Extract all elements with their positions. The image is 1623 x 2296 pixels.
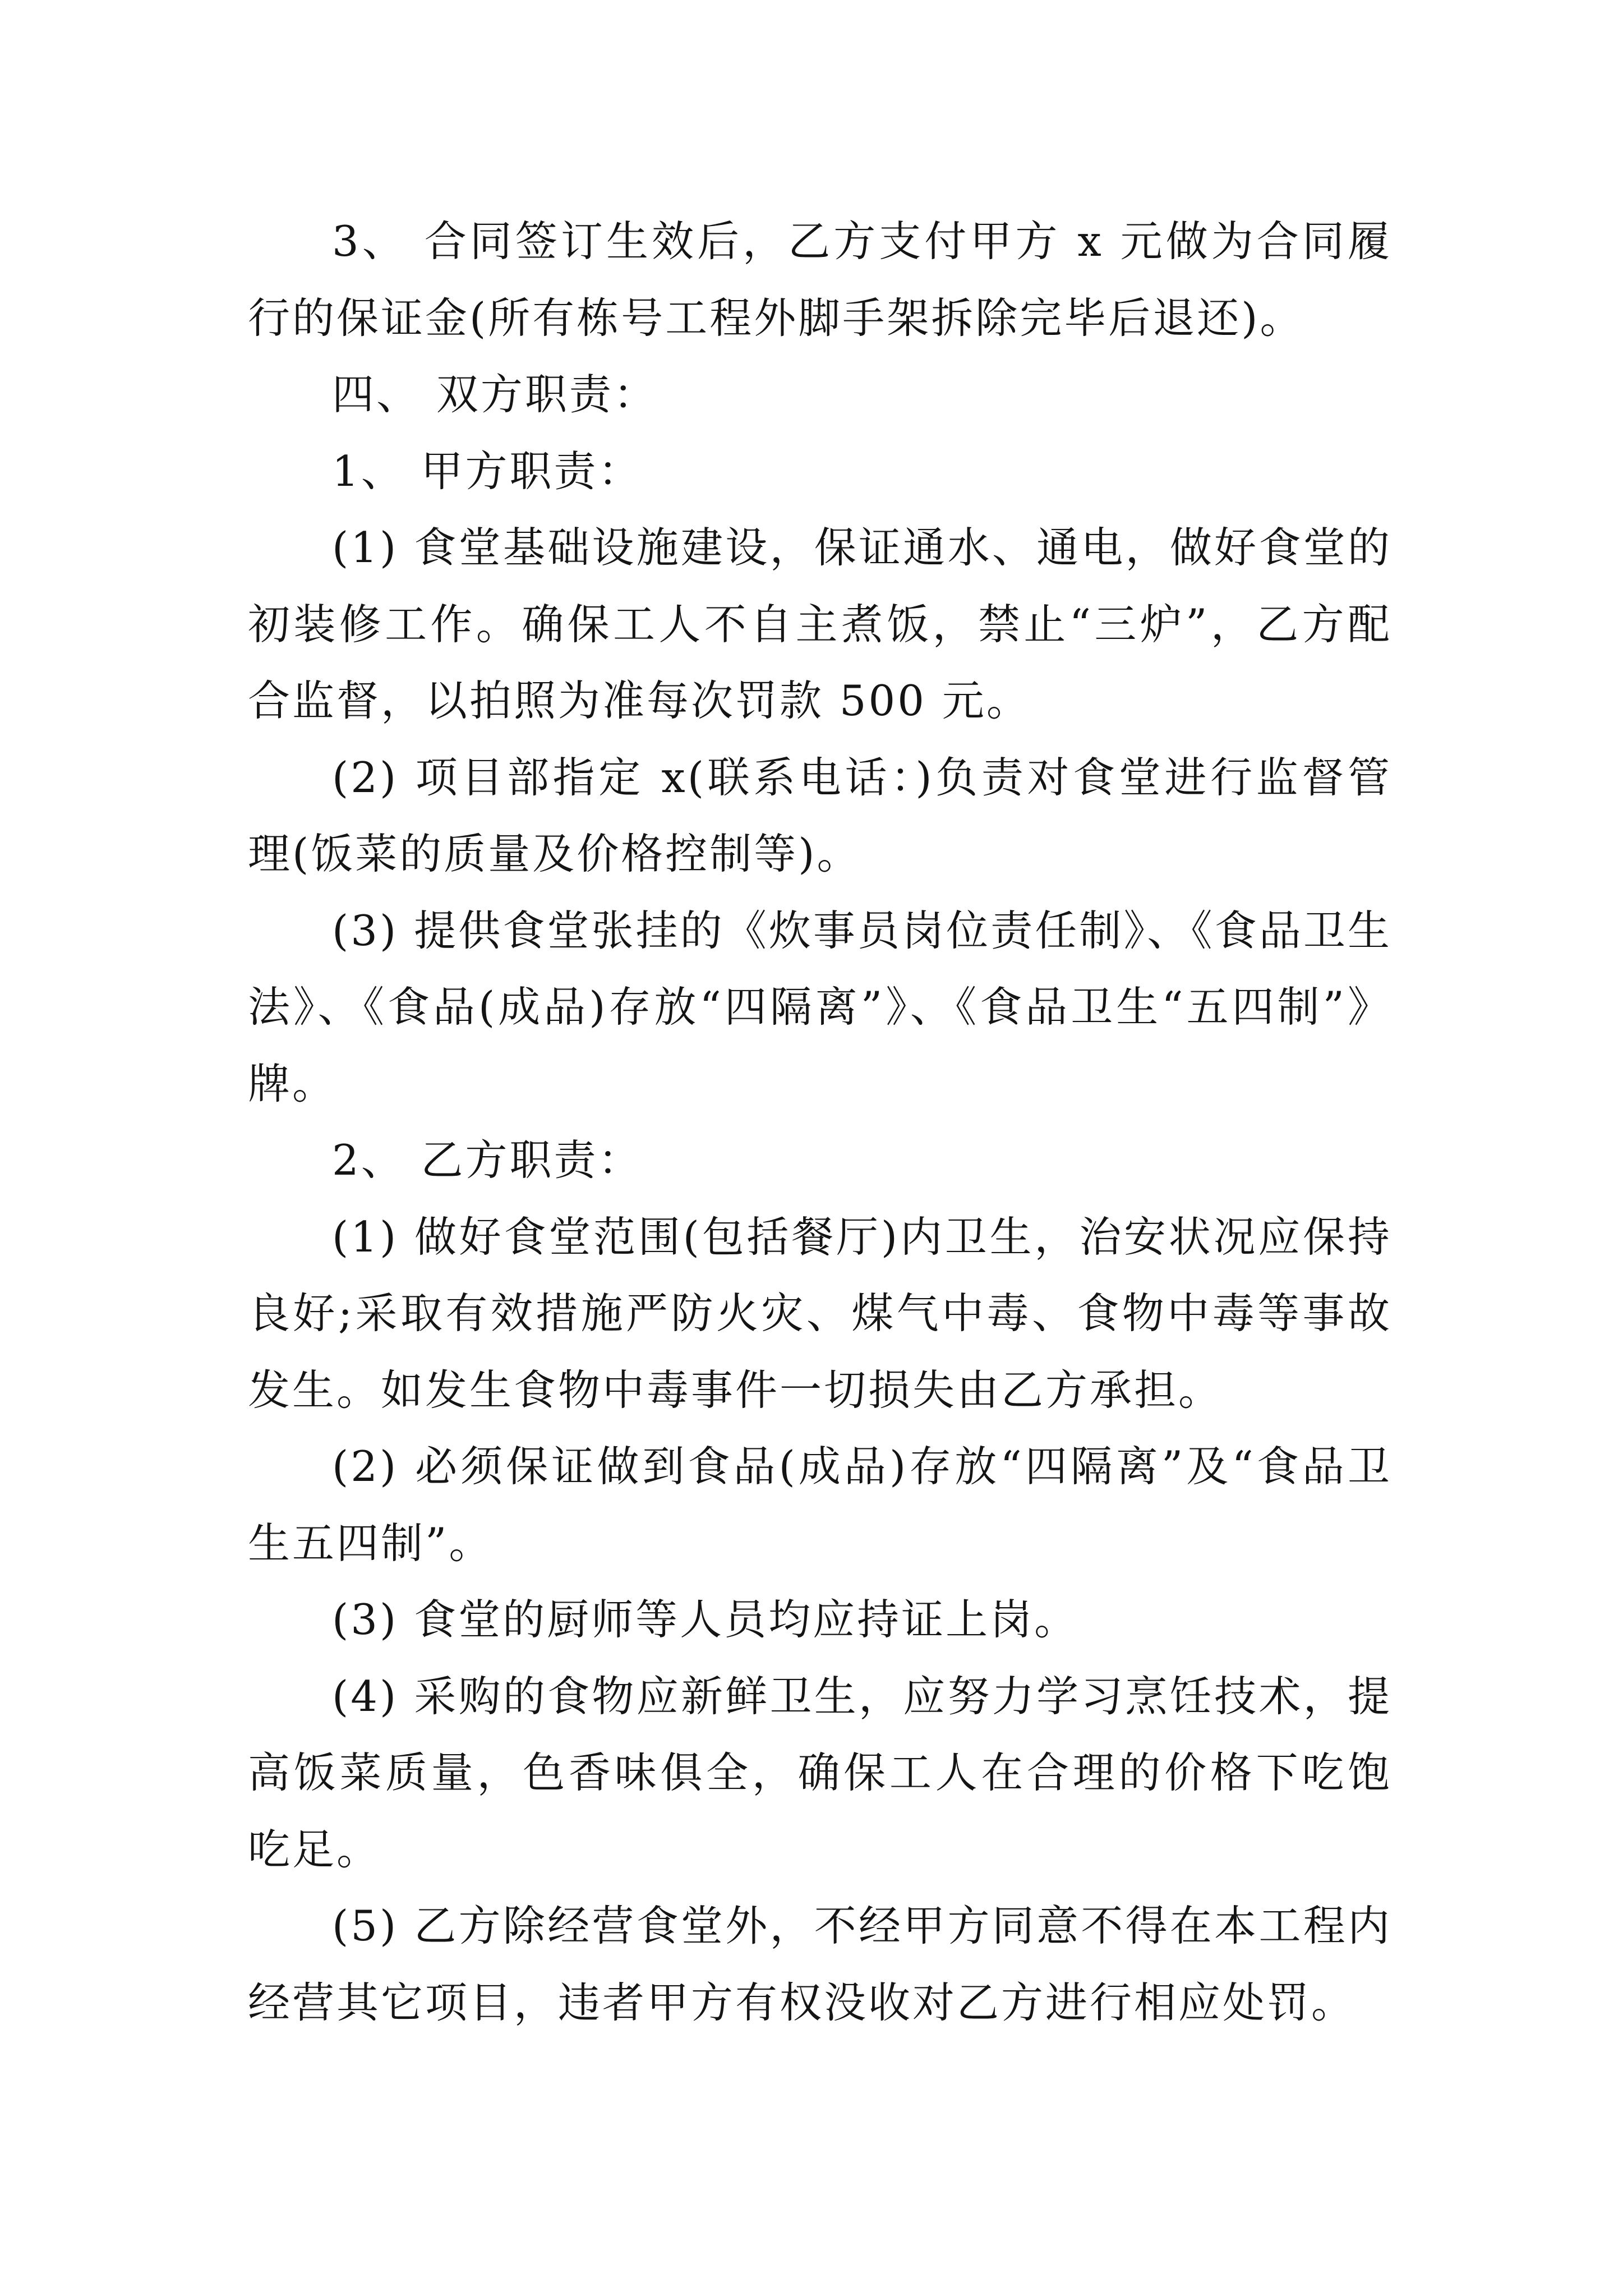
paragraph-party-a-item-2: (2) 项目部指定 x(联系电话：)负责对食堂进行监督管理(饭菜的质量及价格控制等)。	[248, 752, 1392, 878]
paragraph-party-b-item-2: (2) 必须保证做到食品(成品)存放“四隔离”及“食品卫生五四制”。	[248, 1442, 1392, 1568]
paragraph-deposit-clause: 3、 合同签订生效后，乙方支付甲方 x 元做为合同履行的保证金(所有栋号工程外脚手架拆除完毕后退还)。	[248, 217, 1392, 343]
heading-party-a-duties: 1、 甲方职责：	[332, 446, 643, 496]
document-body	[248, 203, 1392, 2041]
paragraph-party-a-item-1: (1) 食堂基础设施建设，保证通水、通电，做好食堂的初装修工作。确保工人不自主煮饭，禁止“三炉”，乙方配合监督，以拍照为准每次罚款 500 元。	[248, 523, 1392, 725]
paragraph-party-b-item-4: (4) 采购的食物应新鲜卫生，应努力学习烹饪技术，提高饭菜质量，色香味俱全，确保工人在合理的价格下吃饱吃足。	[248, 1671, 1392, 1874]
paragraph-party-b-item-3: (3) 食堂的厨师等人员均应持证上岗。	[332, 1595, 1079, 1644]
heading-party-b-duties: 2、 乙方职责：	[332, 1135, 643, 1185]
paragraph-party-a-item-3: (3) 提供食堂张挂的《炊事员岗位责任制》、《食品卫生法》、《食品(成品)存放“四隔离”》、《食品卫生“五四制”》牌。	[248, 905, 1392, 1108]
heading-section-four: 四、 双方职责：	[332, 370, 658, 419]
paragraph-party-b-item-5: (5) 乙方除经营食堂外，不经甲方同意不得在本工程内经营其它项目，违者甲方有权没收对乙方进行相应处罚。	[248, 1901, 1392, 2027]
paragraph-party-b-item-1: (1) 做好食堂范围(包括餐厅)内卫生，治安状况应保持良好;采取有效措施严防火灾、煤气中毒、食物中毒等事故发生。如发生食物中毒事件一切损失由乙方承担。	[248, 1212, 1392, 1415]
